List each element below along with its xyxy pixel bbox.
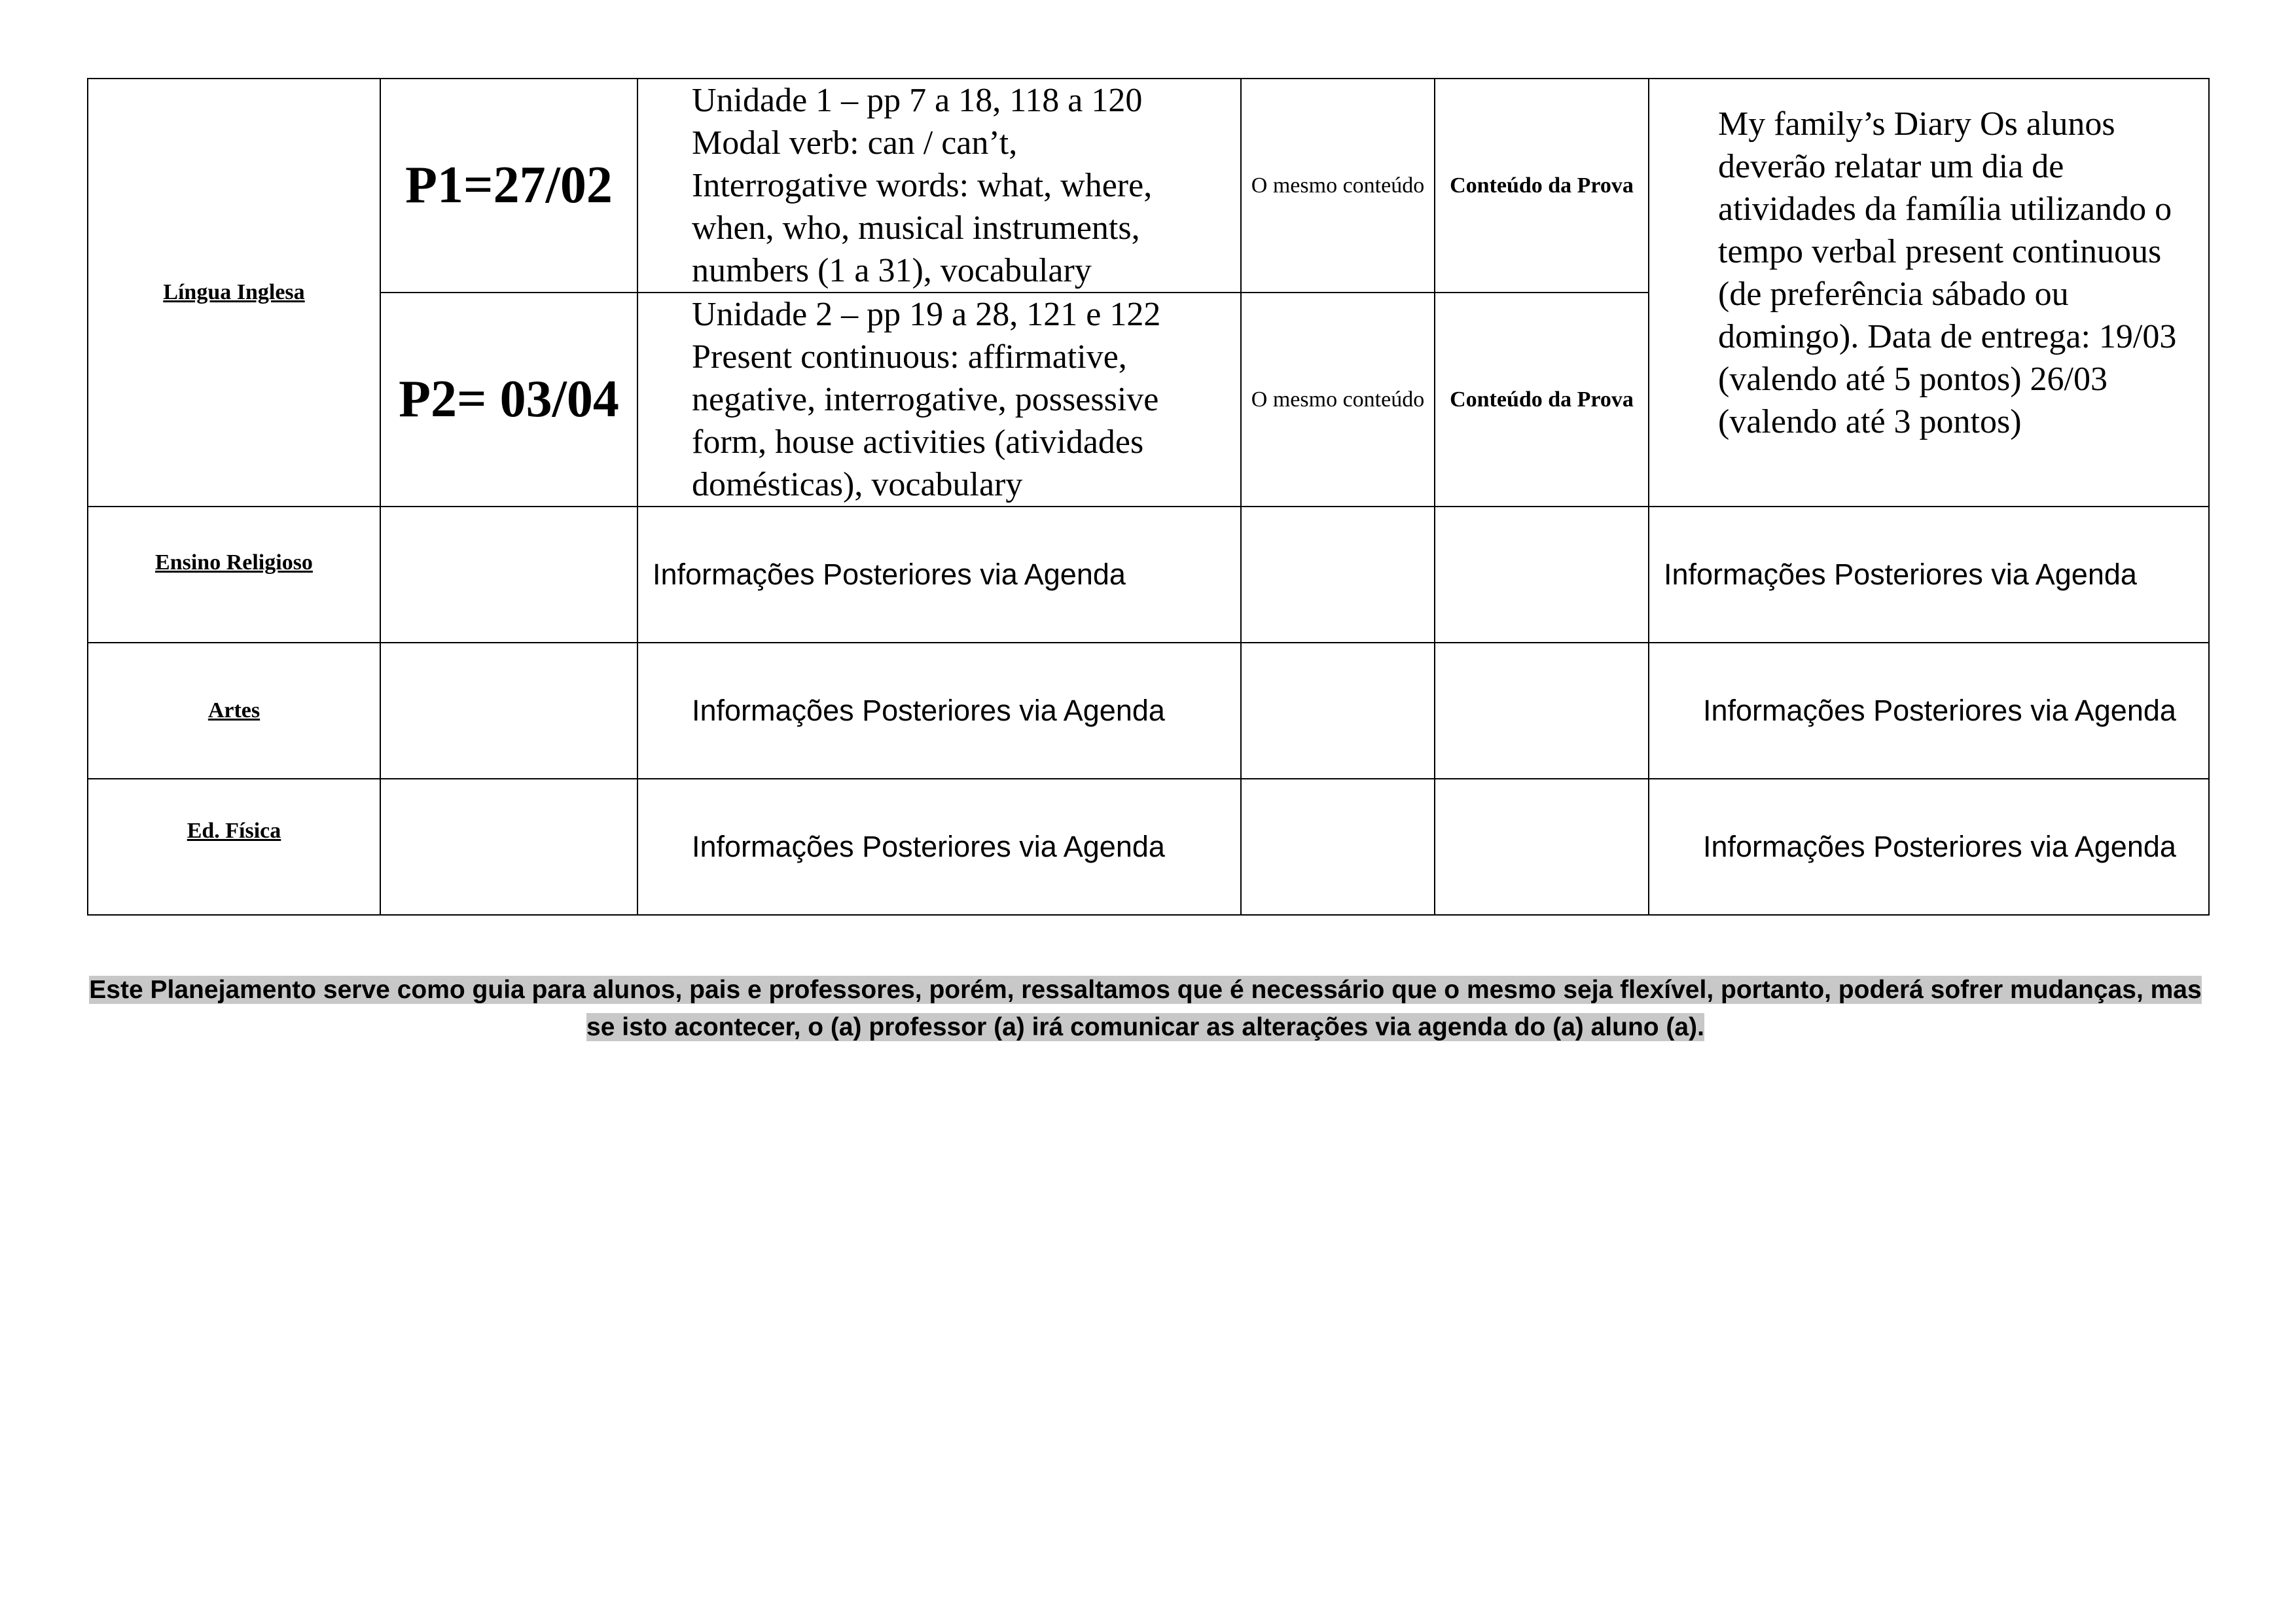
recovery-text: O mesmo conteúdo [1251, 173, 1425, 198]
recovery-cell [1241, 779, 1435, 915]
evaluation-cell [1435, 643, 1649, 779]
subject-label: Língua Inglesa [163, 280, 305, 304]
evaluation-text: Conteúdo da Prova [1450, 173, 1634, 198]
exam-date: P1=27/02 [405, 156, 613, 214]
recovery-cell [1241, 79, 1435, 293]
exam-date-cell [380, 779, 637, 915]
exam-date: P2= 03/04 [399, 370, 619, 428]
project-text: Informações Posteriores via Agenda [1703, 694, 2176, 727]
table-row [88, 507, 2209, 643]
recovery-cell [1241, 507, 1435, 643]
project-text: Informações Posteriores via Agenda [1664, 558, 2137, 591]
project-cell [1649, 79, 2209, 507]
content-text: Informações Posteriores via Agenda [653, 558, 1126, 591]
exam-date-cell [380, 79, 637, 293]
table-row [88, 779, 2209, 915]
subject-cell [88, 779, 380, 915]
evaluation-cell [1435, 293, 1649, 507]
subject-label: Artes [207, 698, 260, 722]
evaluation-text: Conteúdo da Prova [1450, 387, 1634, 412]
notice-line-1: Este Planejamento serve como guia para alunos, pais e professores, porém, ressaltamos que é necessário que o mesmo seja flexível, portanto, poderá sofrer mudanças, mas [89, 976, 2202, 1004]
project-text: My family’s Diary Os alunos deverão relatar um dia de atividades da família utilizando o tempo verbal present continuous (de preferência sábado ou domingo). Data de entrega: 19/03 (valendo até 5 pontos) 26/03 (valendo até 3 pontos) [1718, 105, 2177, 440]
evaluation-cell [1435, 507, 1649, 643]
subject-label: Ensino Religioso [155, 550, 313, 575]
exam-content: Unidade 2 – pp 19 a 28, 121 e 122 Present continuous: affirmative, negative, interrogative, possessive form, house activities (atividades domésticas), vocabulary [637, 293, 1241, 507]
exam-date-cell [380, 507, 637, 643]
table-row [88, 643, 2209, 779]
subject-cell [88, 79, 380, 507]
evaluation-cell [1435, 79, 1649, 293]
exam-date-cell [380, 293, 637, 507]
table-row [88, 79, 2209, 293]
planning-table [87, 78, 2210, 916]
content-text: Informações Posteriores via Agenda [692, 830, 1165, 863]
subject-cell [88, 507, 380, 643]
exam-date-cell [380, 643, 637, 779]
recovery-text: O mesmo conteúdo [1251, 387, 1425, 412]
project-cell [1649, 507, 2209, 643]
evaluation-cell [1435, 779, 1649, 915]
exam-content: Unidade 1 – pp 7 a 18, 118 a 120 Modal verb: can / can’t, Interrogative words: what, where, when, who, musical instruments, numbers (1 a 31), vocabulary [637, 79, 1241, 293]
subject-label: Ed. Física [187, 819, 281, 843]
content-text: Informações Posteriores via Agenda [692, 694, 1165, 727]
project-text: Informações Posteriores via Agenda [1703, 830, 2176, 863]
disclaimer-notice [65, 971, 2225, 1046]
subject-cell [88, 643, 380, 779]
project-cell [1649, 779, 2209, 915]
recovery-cell [1241, 643, 1435, 779]
content-cell [637, 643, 1241, 779]
content-cell [637, 507, 1241, 643]
project-cell [1649, 643, 2209, 779]
content-cell [637, 779, 1241, 915]
recovery-cell [1241, 293, 1435, 507]
notice-line-2: se isto acontecer, o (a) professor (a) irá comunicar as alterações via agenda do (a) aluno (a). [586, 1013, 1704, 1041]
